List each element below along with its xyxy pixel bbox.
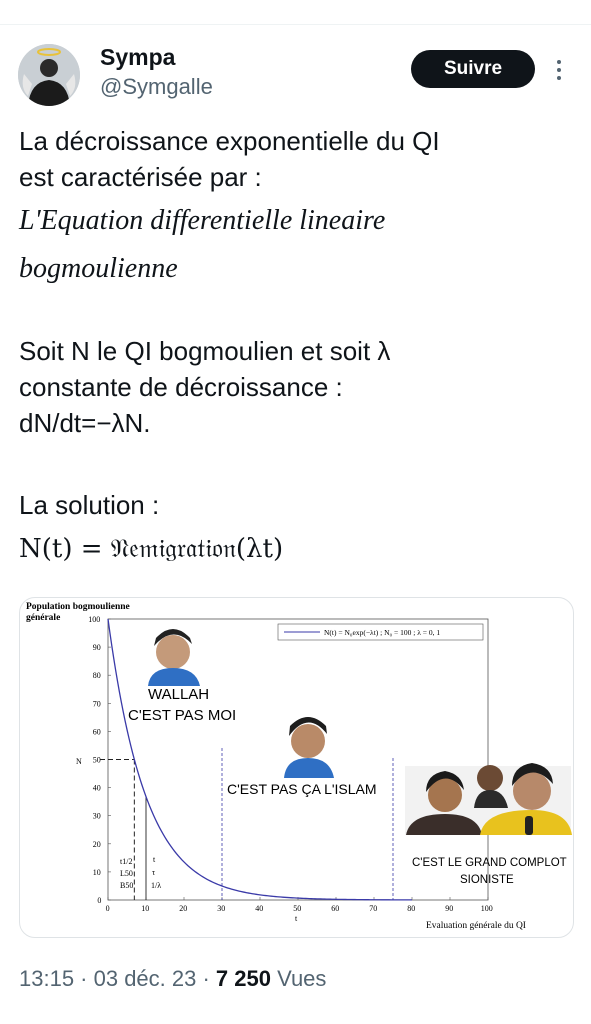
- x-tick-label: 80: [407, 904, 416, 913]
- x-tick-label: 10: [141, 904, 150, 913]
- meme-caption-3a: C'EST LE GRAND COMPLOT: [412, 857, 567, 869]
- y-tick-label: 10: [92, 867, 101, 877]
- tweet-meta: [19, 966, 326, 992]
- tweet-line: La décroissance exponentielle du QI: [19, 126, 440, 156]
- x-tick-label: 20: [179, 904, 188, 913]
- y-tick-label: 100: [88, 615, 101, 624]
- y-tick-label: 80: [92, 671, 101, 681]
- meme-caption-2: C'EST PAS ÇA L'ISLAM: [227, 781, 377, 797]
- author-handle[interactable]: @Symgalle: [100, 74, 213, 99]
- more-options-icon[interactable]: [553, 56, 565, 84]
- meme-photo-collage: [405, 763, 572, 835]
- y-axis-title: Population bogmoulienne: [26, 602, 130, 612]
- views-count: 7 250: [215, 966, 271, 991]
- y-tick-label: 30: [92, 811, 101, 821]
- tau-label: τ: [152, 868, 156, 877]
- tweet-line: dN/dt=−λN.: [19, 408, 151, 438]
- decay-chart: [20, 598, 573, 937]
- tweet-line-formula: N(t) = 𝔑𝔢𝔪𝔦𝔤𝔯𝔞𝔱𝔦𝔬𝔫(λt): [19, 534, 284, 564]
- tweet-line: est caractérisée par :: [19, 162, 262, 192]
- avatar-image: [18, 44, 80, 106]
- inv-lambda-label: 1/λ: [151, 881, 162, 890]
- y-axis-label: N: [76, 757, 82, 766]
- y-tick-label: 20: [92, 839, 101, 849]
- y-tick-label: 70: [92, 699, 101, 709]
- x-tick-label: 0: [105, 904, 110, 913]
- y-tick-label: 60: [92, 727, 101, 737]
- x-tick-label: 100: [480, 904, 493, 913]
- x-tick-label: 40: [255, 904, 264, 913]
- avatar[interactable]: [18, 44, 80, 106]
- legend-entry: N(t) = N₀exp(−λt) ; N₀ = 100 ; λ = 0, 1: [324, 628, 441, 637]
- meme-face-1: [148, 629, 200, 686]
- y-tick-label: 50: [92, 755, 101, 765]
- y-tick-label: 0: [97, 896, 102, 905]
- views-label: Vues: [270, 966, 327, 991]
- tau-t-label: t: [153, 855, 156, 864]
- top-divider: [0, 24, 591, 25]
- x-tick-label: 30: [217, 904, 226, 913]
- tweet-line-italic: L'Equation differentielle lineaire: [19, 205, 386, 236]
- y-tick-label: 90: [92, 643, 101, 653]
- follow-button[interactable]: Suivre: [411, 50, 535, 88]
- tweet-line: Soit N le QI bogmoulien et soit λ: [19, 336, 391, 366]
- x-axis-label: t: [295, 914, 298, 923]
- media-card[interactable]: [19, 597, 574, 938]
- meme-caption-1b: C'EST PAS MOI: [128, 707, 237, 724]
- l50-label: L50: [120, 869, 133, 878]
- x-tick-label: 60: [331, 904, 340, 913]
- author-name[interactable]: Sympa: [100, 44, 176, 70]
- t-half-label: t1/2: [120, 857, 133, 866]
- meme-face-2: [284, 717, 334, 778]
- timestamp[interactable]: 13:15 · 03 déc. 23 ·: [19, 966, 216, 991]
- x-tick-label: 90: [445, 904, 454, 913]
- meme-caption-1a: WALLAH: [148, 686, 210, 703]
- x-tick-label: 50: [293, 904, 302, 913]
- tweet-line-italic: bogmoulienne: [19, 253, 178, 284]
- tweet-line: constante de décroissance :: [19, 372, 343, 402]
- x-axis-title: Evaluation générale du QI: [426, 921, 526, 931]
- meme-caption-3b: SIONISTE: [460, 874, 514, 886]
- b50-label: B50: [120, 881, 134, 890]
- x-tick-label: 70: [369, 904, 378, 913]
- guide-lines: [100, 748, 393, 900]
- y-tick-label: 40: [92, 783, 101, 793]
- y-axis-title-2: générale: [26, 613, 61, 623]
- tweet-line: La solution :: [19, 490, 160, 520]
